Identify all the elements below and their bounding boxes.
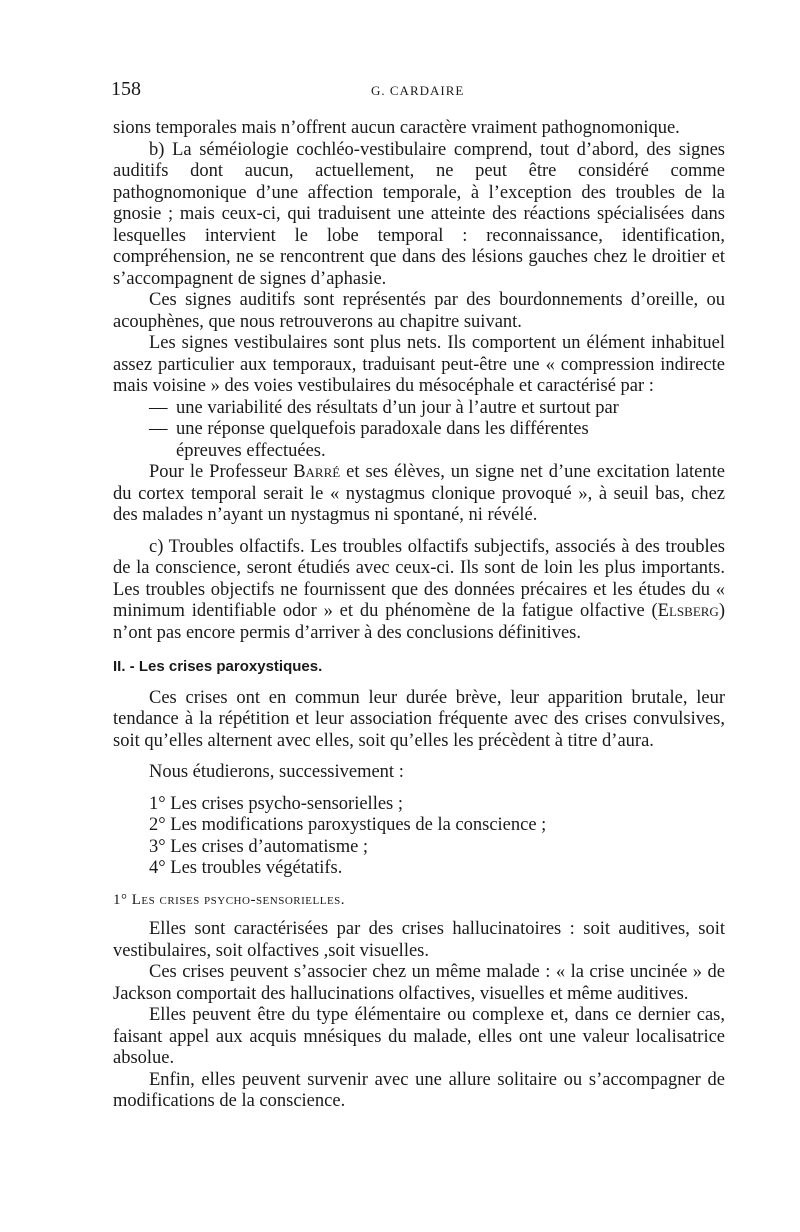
dash-item-text-cont: épreuves effectuées.	[176, 440, 326, 461]
paragraph: Elles sont caractérisées par des crises hallucinatoires : soit auditives, soit vestibulaires, soit olfactives ,soit visuelles.	[113, 919, 725, 961]
author-name: Elsberg	[657, 601, 719, 621]
dash-item-text: une réponse quelquefois paradoxale dans les différentes	[176, 419, 589, 439]
paragraph: Ces crises peuvent s’associer chez un même malade : « la crise uncinée » de Jackson comportait des hallucinations olfactives, visuelles et même auditives.	[113, 962, 725, 1004]
dash-item-text: une variabilité des résultats d’un jour à l’autre et surtout par	[176, 397, 619, 418]
running-head: G. CARDAIRE	[371, 83, 465, 98]
list-item: 2° Les modifications paroxystiques de la conscience ;	[149, 815, 547, 835]
paragraph: sions temporales mais n’offrent aucun caractère vraiment pathognomonique.	[113, 118, 680, 138]
page-number: 158	[111, 78, 141, 100]
paragraph: Nous étudierons, successivement :	[149, 762, 404, 782]
text-run: Pour le Professeur	[149, 462, 294, 482]
paragraph: Les signes vestibulaires sont plus nets. Ils comportent un élément inhabituel assez particulier aux temporaux, traduisant peut-être une « compression indirecte mais voisine » des voies vestibulaires du mésocéphale et caractérisé par :	[113, 333, 725, 396]
author-name: Barré	[293, 462, 341, 482]
list-item: 1° Les crises psycho-sensorielles ;	[149, 793, 404, 814]
dash-mark: —	[149, 419, 168, 439]
paragraph	[113, 462, 725, 527]
dash-item	[149, 419, 725, 462]
dash-mark: —	[149, 397, 168, 418]
body-text	[113, 118, 725, 1113]
paragraph: Enfin, elles peuvent survenir avec une allure solitaire ou s’accompagner de modifications de la conscience.	[113, 1069, 725, 1111]
list-item: 3° Les crises d’automatisme ;	[149, 836, 369, 857]
page-header	[111, 78, 731, 102]
paragraph: Ces crises ont en commun leur durée brève, leur apparition brutale, leur tendance à la répétition et leur association fréquente avec des crises convulsives, soit qu’elles alternent avec elles, soit qu’elles les précèdent à titre d’aura.	[113, 687, 725, 751]
paragraph	[113, 537, 725, 645]
paragraph: Ces signes auditifs sont représentés par des bourdonnements d’oreille, ou acouphènes, que nous retrouverons au chapitre suivant.	[113, 290, 725, 332]
paragraph: b) La séméiologie cochléo-vestibulaire comprend, tout d’abord, des signes auditifs dont aucun, actuellement, ne peut être considéré comme pathognomonique d’une affection temporale, à l’exception des troubles de la gnosie ; mais ceux-ci, qui traduisent une atteinte des réactions spécialisées dans lesquelles intervient le lobe temporal : reconnaissance, identification, compréhension, ne se rencontrent que dans des lésions gauches chez le droitier et s’accompagnent de signes d’aphasie.	[113, 139, 725, 289]
list-item: 4° Les troubles végétatifs.	[149, 858, 343, 878]
section-heading: II. - Les crises paroxystiques.	[113, 658, 323, 675]
subsection-heading	[113, 890, 725, 912]
subsection-number: 1°	[113, 891, 128, 908]
text-run: et ses élèves, un signe net d’une excitation latente du cortex temporal serait le « nystagmus clonique provoqué », à seuil bas, chez des malades n’ayant un nystagmus ni spontané, ni révélé.	[113, 462, 725, 525]
dash-list	[113, 398, 725, 463]
text-run: ) n’ont pas encore permis d’arriver à des conclusions définitives.	[113, 601, 725, 643]
subsection-title: Les crises psycho-sensorielles.	[131, 891, 346, 908]
text-run: c) Troubles olfactifs. Les troubles olfactifs subjectifs, associés à des troubles de la conscience, seront étudiés avec ceux-ci. Ils sont de loin les plus importants. Les troubles objectifs ne fournissent que des données précaires et les études du « minimum identifiable odor » et du phénomène de la fatigue olfactive (	[113, 536, 725, 621]
numbered-list	[113, 794, 725, 880]
dash-item	[149, 398, 725, 420]
paragraph: Elles peuvent être du type élémentaire ou complexe et, dans ce dernier cas, faisant appel aux acquis mnésiques du malade, elles ont une valeur localisatrice absolue.	[113, 1005, 725, 1068]
